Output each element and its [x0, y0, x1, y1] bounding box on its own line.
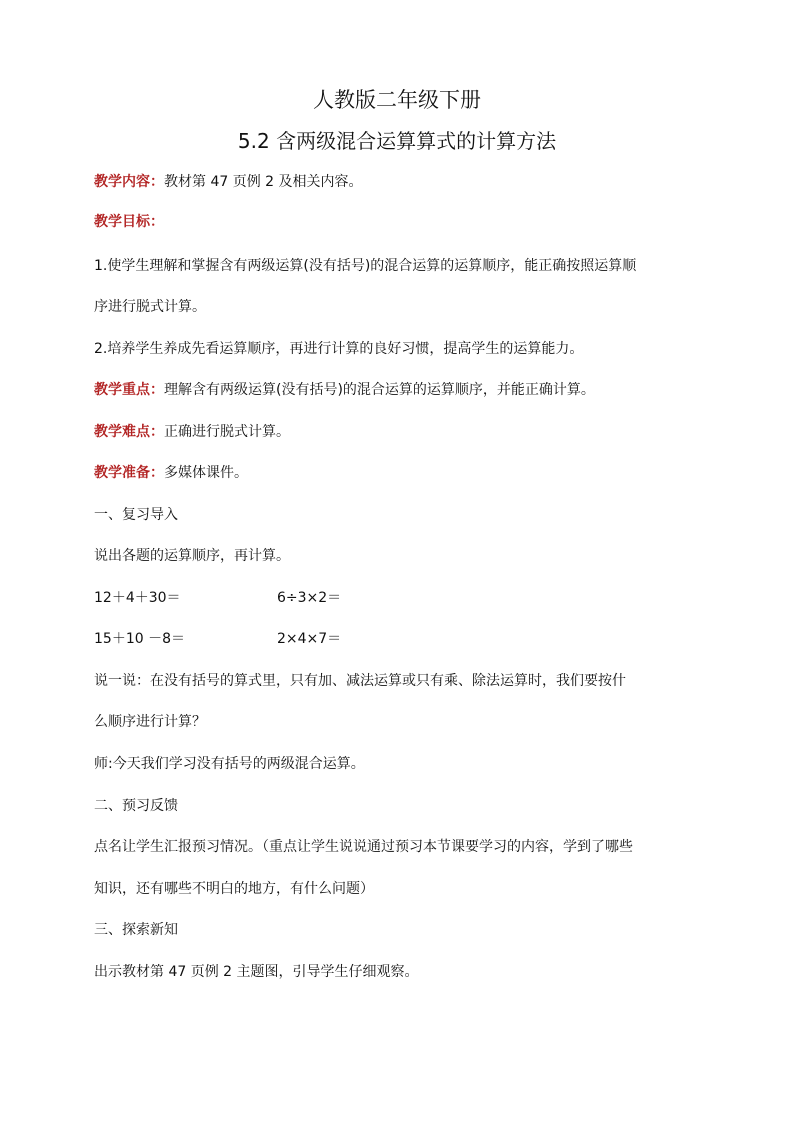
section-2-line-1: 点名让学生汇报预习情况。（重点让学生说说通过预习本节课要学习的内容，学到了哪些 — [94, 839, 633, 855]
teacher-note: 师:今天我们学习没有括号的两级混合运算。 — [94, 756, 365, 772]
preparation-label: 教学准备： — [94, 465, 164, 481]
teaching-goals-heading — [94, 211, 164, 233]
section-3-heading: 三、探索新知 — [94, 922, 178, 938]
teaching-content — [94, 171, 363, 193]
preparation — [94, 462, 248, 484]
difficulty-label: 教学难点： — [94, 424, 164, 440]
preparation-text: 多媒体课件。 — [164, 465, 248, 481]
key-point — [94, 379, 595, 401]
section-1-heading: 一、复习导入 — [94, 507, 178, 523]
lesson-title: 5.2 含两级混合运算算式的计算方法 — [237, 129, 557, 153]
teaching-content-text: 教材第 47 页例 2 及相关内容。 — [164, 174, 363, 190]
section-1-intro: 说出各题的运算顺序，再计算。 — [94, 548, 290, 564]
discussion-line-1: 说一说：在没有括号的算式里，只有加、减法运算或只有乘、除法运算时，我们要按什 — [94, 673, 626, 689]
key-point-label: 教学重点： — [94, 382, 164, 398]
goal-1-line-1: 1.使学生理解和掌握含有两级运算(没有括号)的混合运算的运算顺序，能正确按照运算顺 — [94, 258, 637, 274]
exercise-2a: 15＋10 －8＝ — [94, 631, 185, 647]
section-2-heading: 二、预习反馈 — [94, 798, 178, 814]
exercise-1a: 12＋4＋30＝ — [94, 590, 181, 606]
section-3-line-1: 出示教材第 47 页例 2 主题图，引导学生仔细观察。 — [94, 964, 419, 980]
exercise-2b: 2×4×7＝ — [277, 631, 342, 647]
key-point-text: 理解含有两级运算(没有括号)的混合运算的运算顺序，并能正确计算。 — [164, 382, 595, 398]
difficulty-text: 正确进行脱式计算。 — [164, 424, 290, 440]
discussion-line-2: 么顺序进行计算？ — [94, 714, 206, 730]
difficulty — [94, 421, 290, 443]
document-title: 人教版二年级下册 — [313, 88, 481, 112]
goal-2: 2.培养学生养成先看运算顺序，再进行计算的良好习惯，提高学生的运算能力。 — [94, 341, 584, 357]
section-2-line-2: 知识，还有哪些不明白的地方，有什么问题） — [94, 881, 374, 897]
goal-1-line-2: 序进行脱式计算。 — [94, 299, 206, 315]
teaching-goals-label: 教学目标： — [94, 214, 164, 230]
exercise-1b: 6÷3×2＝ — [277, 590, 342, 606]
teaching-content-label: 教学内容： — [94, 174, 164, 190]
